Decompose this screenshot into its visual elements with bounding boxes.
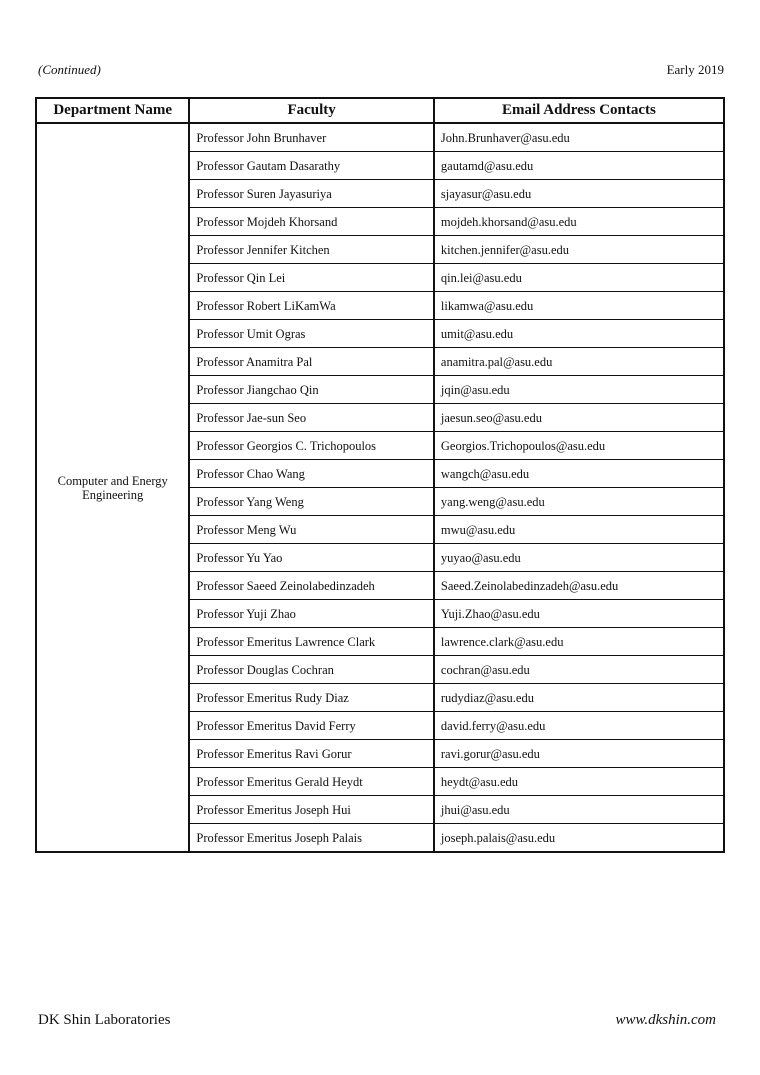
- department-name-cell: Computer and Energy Engineering: [36, 123, 189, 852]
- email-cell: umit@asu.edu: [434, 320, 724, 348]
- faculty-name-cell: Professor Umit Ogras: [189, 320, 434, 348]
- footer-website: www.dkshin.com: [615, 1012, 716, 1028]
- faculty-name-cell: Professor Qin Lei: [189, 264, 434, 292]
- faculty-name-cell: Professor Robert LiKamWa: [189, 292, 434, 320]
- email-cell: joseph.palais@asu.edu: [434, 824, 724, 853]
- column-header-department: Department Name: [36, 98, 189, 123]
- column-header-faculty: Faculty: [189, 98, 434, 123]
- email-cell: jaesun.seo@asu.edu: [434, 404, 724, 432]
- faculty-name-cell: Professor Gautam Dasarathy: [189, 152, 434, 180]
- column-header-email: Email Address Contacts: [434, 98, 724, 123]
- faculty-name-cell: Professor Emeritus Lawrence Clark: [189, 628, 434, 656]
- faculty-name-cell: Professor Yu Yao: [189, 544, 434, 572]
- faculty-name-cell: Professor Emeritus Joseph Hui: [189, 796, 434, 824]
- faculty-name-cell: Professor Georgios C. Trichopoulos: [189, 432, 434, 460]
- email-cell: lawrence.clark@asu.edu: [434, 628, 724, 656]
- email-cell: Georgios.Trichopoulos@asu.edu: [434, 432, 724, 460]
- email-cell: jqin@asu.edu: [434, 376, 724, 404]
- email-cell: yang.weng@asu.edu: [434, 488, 724, 516]
- email-cell: wangch@asu.edu: [434, 460, 724, 488]
- email-cell: jhui@asu.edu: [434, 796, 724, 824]
- faculty-name-cell: Professor Anamitra Pal: [189, 348, 434, 376]
- email-cell: cochran@asu.edu: [434, 656, 724, 684]
- date-label: Early 2019: [666, 62, 724, 77]
- faculty-name-cell: Professor Yuji Zhao: [189, 600, 434, 628]
- email-cell: Saeed.Zeinolabedinzadeh@asu.edu: [434, 572, 724, 600]
- faculty-name-cell: Professor Jae-sun Seo: [189, 404, 434, 432]
- table-row: [36, 123, 724, 152]
- faculty-directory-table: [35, 97, 725, 853]
- faculty-name-cell: Professor Jiangchao Qin: [189, 376, 434, 404]
- email-cell: rudydiaz@asu.edu: [434, 684, 724, 712]
- email-cell: heydt@asu.edu: [434, 768, 724, 796]
- email-cell: yuyao@asu.edu: [434, 544, 724, 572]
- email-cell: qin.lei@asu.edu: [434, 264, 724, 292]
- email-cell: david.ferry@asu.edu: [434, 712, 724, 740]
- faculty-name-cell: Professor Meng Wu: [189, 516, 434, 544]
- email-cell: Yuji.Zhao@asu.edu: [434, 600, 724, 628]
- faculty-name-cell: Professor John Brunhaver: [189, 123, 434, 152]
- faculty-name-cell: Professor Emeritus Ravi Gorur: [189, 740, 434, 768]
- email-cell: kitchen.jennifer@asu.edu: [434, 236, 724, 264]
- faculty-name-cell: Professor Mojdeh Khorsand: [189, 208, 434, 236]
- faculty-name-cell: Professor Emeritus Rudy Diaz: [189, 684, 434, 712]
- faculty-name-cell: Professor Jennifer Kitchen: [189, 236, 434, 264]
- faculty-name-cell: Professor Chao Wang: [189, 460, 434, 488]
- faculty-name-cell: Professor Emeritus Joseph Palais: [189, 824, 434, 853]
- faculty-name-cell: Professor Yang Weng: [189, 488, 434, 516]
- email-cell: likamwa@asu.edu: [434, 292, 724, 320]
- email-cell: mwu@asu.edu: [434, 516, 724, 544]
- table-header-row: [36, 98, 724, 123]
- email-cell: mojdeh.khorsand@asu.edu: [434, 208, 724, 236]
- faculty-name-cell: Professor Emeritus Gerald Heydt: [189, 768, 434, 796]
- email-cell: John.Brunhaver@asu.edu: [434, 123, 724, 152]
- email-cell: ravi.gorur@asu.edu: [434, 740, 724, 768]
- faculty-name-cell: Professor Suren Jayasuriya: [189, 180, 434, 208]
- faculty-name-cell: Professor Emeritus David Ferry: [189, 712, 434, 740]
- faculty-name-cell: Professor Saeed Zeinolabedinzadeh: [189, 572, 434, 600]
- continued-label: (Continued): [38, 62, 101, 77]
- email-cell: anamitra.pal@asu.edu: [434, 348, 724, 376]
- faculty-name-cell: Professor Douglas Cochran: [189, 656, 434, 684]
- email-cell: gautamd@asu.edu: [434, 152, 724, 180]
- email-cell: sjayasur@asu.edu: [434, 180, 724, 208]
- footer-company: DK Shin Laboratories: [38, 1012, 171, 1028]
